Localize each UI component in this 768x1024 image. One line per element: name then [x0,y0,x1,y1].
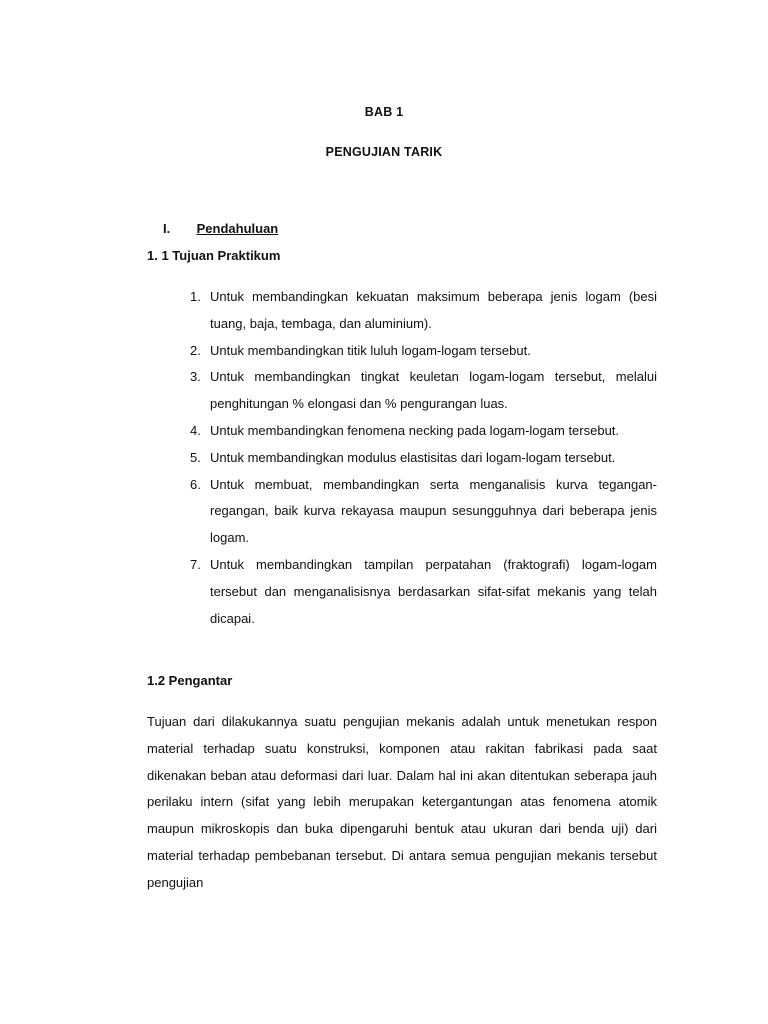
list-item-text: Untuk membandingkan tampilan perpatahan (fraktografi) logam-logam tersebut dan menganalisisnya berdasarkan sifat-sifat mekanis yang telah dicapai. [210,556,657,626]
chapter-heading: BAB 1 [364,105,404,119]
list-item-number: 3. [190,369,201,385]
list-item [190,338,657,365]
list-item-number: 1. [190,289,201,304]
list-item-text: Untuk membandingkan titik luluh logam-logam tersebut. [210,342,531,358]
body-paragraph: Tujuan dari dilakukannya suatu pengujian mekanis adalah untuk menetukan respon material terhadap suatu konstruksi, komponen atau rakitan fabrikasi pada saat dikenakan beban atau deformasi dari luar. Dalam hal ini akan ditentukan seberapa jauh perilaku intern (sifat yang lebih merupakan ketergantungan atas fenomena atomik maupun mikroskopis dan buka dipengaruhi bentuk atau ukuran dari benda uji) dari material terhadap pembebanan tersebut. Di antara semua pengujian mekanis tersebut pengujian [147,714,657,890]
subsection-heading-introduction: 1.2 Pengantar [147,673,233,688]
objectives-list [190,284,657,632]
list-item [190,364,657,418]
list-item [190,445,657,472]
list-item-text: Untuk membandingkan kekuatan maksimum beberapa jenis logam (besi tuang, baja, tembaga, dan aluminium). [210,289,657,331]
subsection-heading-objectives: 1. 1 Tujuan Praktikum [147,248,281,263]
list-item-text: Untuk membandingkan tingkat keuletan logam-logam tersebut, melalui penghitungan % elongasi dan % pengurangan luas. [210,369,657,412]
list-item [190,284,657,338]
section-number: I. [163,221,171,236]
list-item-number: 5. [190,449,201,465]
list-item-text: Untuk membandingkan fenomena necking pada logam-logam tersebut. [210,422,620,438]
list-item [190,472,657,552]
list-item [190,552,657,632]
chapter-title: PENGUJIAN TARIK [325,145,443,159]
section-heading [163,221,278,236]
list-item-text: Untuk membandingkan modulus elastisitas dari logam-logam tersebut. [210,449,616,465]
list-item [190,418,657,445]
section-title: Pendahuluan [196,221,279,236]
list-item-number: 4. [190,422,201,438]
list-item-number: 7. [190,556,201,572]
list-item-text: Untuk membuat, membandingkan serta menganalisis kurva tegangan-regangan, baik kurva rekayasa maupun sesungguhnya dari beberapa jenis logam. [210,476,657,546]
list-item-number: 2. [190,342,201,358]
list-item-number: 6. [190,476,201,492]
